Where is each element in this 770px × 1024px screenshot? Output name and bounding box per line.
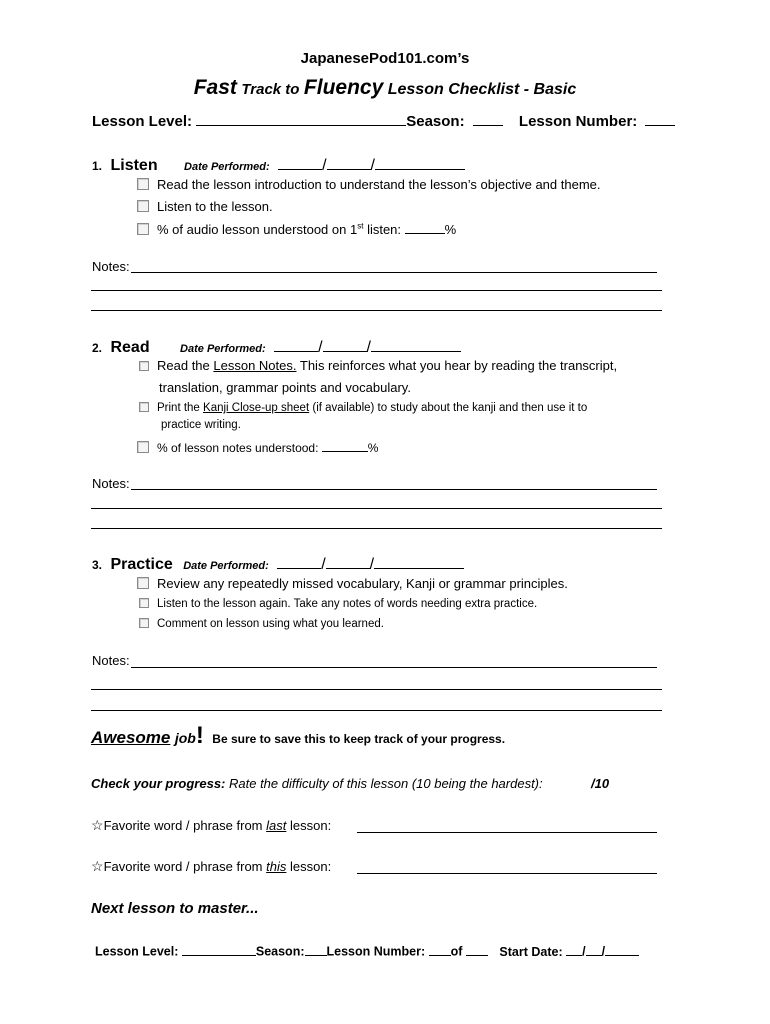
item-text-tail: listen: (367, 222, 402, 237)
next-season-label: Season: (255, 944, 305, 959)
item-text: Listen to the lesson again. Take any notes of words needing extra practice. (157, 598, 538, 610)
progress-text: Rate the difficulty of this lesson (10 being the hardest): (229, 776, 543, 791)
title-fast: Fast (193, 76, 237, 99)
date-slash: / (601, 944, 606, 959)
read-item-2-line2: practice writing. (161, 419, 241, 431)
percent-field[interactable] (322, 439, 368, 452)
read-item-1 (139, 358, 617, 373)
read-item-1-line2: translation, grammar points and vocabulary. (159, 380, 411, 395)
difficulty-field[interactable]: /10 (591, 776, 610, 791)
next-of-field[interactable] (466, 942, 488, 956)
section-title: Listen (110, 157, 158, 174)
checkbox[interactable] (139, 618, 149, 628)
percent-sign: % (367, 441, 379, 455)
notes-line[interactable] (91, 710, 662, 711)
start-date-label: Start Date: (499, 944, 563, 959)
item-text: This reinforces what you hear by reading the transcript, (299, 358, 618, 373)
date-day-field[interactable] (327, 153, 371, 170)
notes-label: Notes: (92, 259, 130, 274)
date-performed-label: Date Performed: (184, 161, 270, 173)
item-text: Print the (157, 402, 200, 414)
checkbox[interactable] (139, 598, 149, 608)
notes-line[interactable] (91, 528, 662, 529)
date-performed-label: Date Performed: (180, 343, 266, 355)
date-month-field[interactable] (274, 335, 318, 352)
section-title: Practice (110, 556, 173, 573)
favorite-text: Favorite word / phrase from (103, 818, 263, 833)
percent-sign: % (444, 222, 457, 237)
percent-field[interactable] (405, 220, 445, 234)
checkbox[interactable] (137, 178, 149, 190)
section-listen-header: 1. Listen Date Performed: / / (92, 153, 465, 175)
date-performed-label: Date Performed: (183, 560, 269, 572)
page-title (0, 76, 770, 100)
checkbox[interactable] (137, 441, 149, 453)
read-item-2 (139, 402, 587, 414)
exclamation: ! (195, 722, 204, 749)
lesson-number-label: Lesson Number: (518, 113, 638, 130)
date-month-field[interactable] (277, 552, 321, 569)
lesson-number-field[interactable] (645, 110, 675, 126)
date-year-field[interactable] (371, 335, 461, 352)
lesson-level-label: Lesson Level: (92, 113, 193, 130)
notes-line[interactable] (91, 689, 662, 690)
date-slash: / (582, 944, 586, 959)
awesome-text: Be sure to save this to keep track of your progress. (212, 732, 506, 746)
item-text: Comment on lesson using what you learned. (157, 618, 384, 630)
section-number: 3. (92, 558, 103, 572)
season-field[interactable] (473, 110, 503, 126)
season-label: Season: (406, 113, 465, 130)
star-icon: ☆ (91, 858, 104, 874)
section-title: Read (110, 339, 150, 356)
superscript: st (357, 221, 364, 231)
practice-item-1 (137, 576, 568, 591)
notes-line[interactable] (131, 667, 657, 668)
checkbox[interactable] (137, 200, 149, 212)
favorite-this-row (91, 858, 331, 875)
favorite-text: Favorite word / phrase from (103, 859, 263, 874)
progress-row (91, 776, 543, 791)
notes-line[interactable] (91, 508, 662, 509)
next-number-field[interactable] (429, 942, 451, 956)
next-level-label: Lesson Level: (95, 944, 179, 959)
lesson-notes-link[interactable]: Lesson Notes. (213, 358, 297, 373)
next-lesson-row (95, 942, 639, 959)
notes-line[interactable] (131, 489, 657, 490)
section-read-header: 2. Read Date Performed: / / (92, 335, 461, 357)
progress-label: Check your progress: (91, 776, 226, 791)
item-text: (if available) to study about the kanji and then use it to (312, 402, 588, 414)
kanji-closeup-link[interactable]: Kanji Close-up sheet (203, 402, 310, 414)
item-text: Review any repeatedly missed vocabulary, Kanji or grammar principles. (157, 576, 568, 591)
date-month-field[interactable] (278, 153, 322, 170)
next-lesson-heading: Next lesson to master... (91, 900, 259, 917)
title-rest: Lesson Checklist - Basic (387, 81, 577, 98)
lesson-level-field[interactable] (196, 110, 406, 126)
practice-item-3 (139, 618, 384, 630)
favorite-text: lesson: (290, 818, 332, 833)
date-year-field[interactable] (374, 552, 464, 569)
favorite-this-word: this (266, 859, 287, 874)
checkbox[interactable] (139, 361, 149, 371)
checkbox[interactable] (137, 223, 149, 235)
notes-line[interactable] (131, 272, 657, 273)
notes-line[interactable] (91, 310, 662, 311)
next-number-label: Lesson Number: (326, 944, 426, 959)
checkbox[interactable] (139, 402, 149, 412)
job-word: job (174, 730, 196, 746)
listen-item-2 (137, 199, 273, 214)
awesome-banner (91, 722, 505, 750)
date-year-field[interactable] (375, 153, 465, 170)
section-practice-header: 3. Practice Date Performed: / / (92, 552, 464, 574)
favorite-last-field[interactable] (357, 832, 657, 833)
start-day-field[interactable] (586, 942, 602, 956)
notes-label: Notes: (92, 653, 130, 668)
notes-label: Notes: (92, 476, 130, 491)
next-level-field[interactable] (182, 942, 256, 956)
favorite-text: lesson: (290, 859, 332, 874)
notes-line[interactable] (91, 290, 662, 291)
listen-item-3 (137, 220, 456, 237)
site-title: JapanesePod101.com’s (300, 50, 470, 67)
item-text: Read the (157, 358, 210, 373)
item-text: % of lesson notes understood: (157, 441, 319, 455)
date-day-field[interactable] (323, 335, 367, 352)
section-number: 1. (92, 159, 103, 173)
section-number: 2. (92, 341, 103, 355)
read-item-3 (137, 439, 378, 455)
practice-item-2 (139, 598, 537, 610)
listen-item-1 (137, 177, 601, 192)
lesson-info-row (92, 110, 675, 130)
item-text: Listen to the lesson. (157, 199, 273, 214)
title-track-to: Track to (241, 81, 300, 98)
start-year-field[interactable] (605, 942, 639, 956)
title-fluency: Fluency (303, 76, 384, 99)
awesome-word: Awesome (91, 728, 171, 747)
favorite-this-field[interactable] (357, 873, 657, 874)
start-month-field[interactable] (566, 942, 582, 956)
date-day-field[interactable] (326, 552, 370, 569)
next-season-field[interactable] (305, 942, 327, 956)
checkbox[interactable] (137, 577, 149, 589)
next-of-label: of (450, 944, 463, 959)
star-icon: ☆ (91, 817, 104, 833)
favorite-last-row (91, 817, 331, 834)
item-text: Read the lesson introduction to understand the lesson’s objective and theme. (157, 177, 601, 192)
item-text: % of audio lesson understood on 1 (157, 222, 358, 237)
favorite-last-word: last (266, 818, 287, 833)
